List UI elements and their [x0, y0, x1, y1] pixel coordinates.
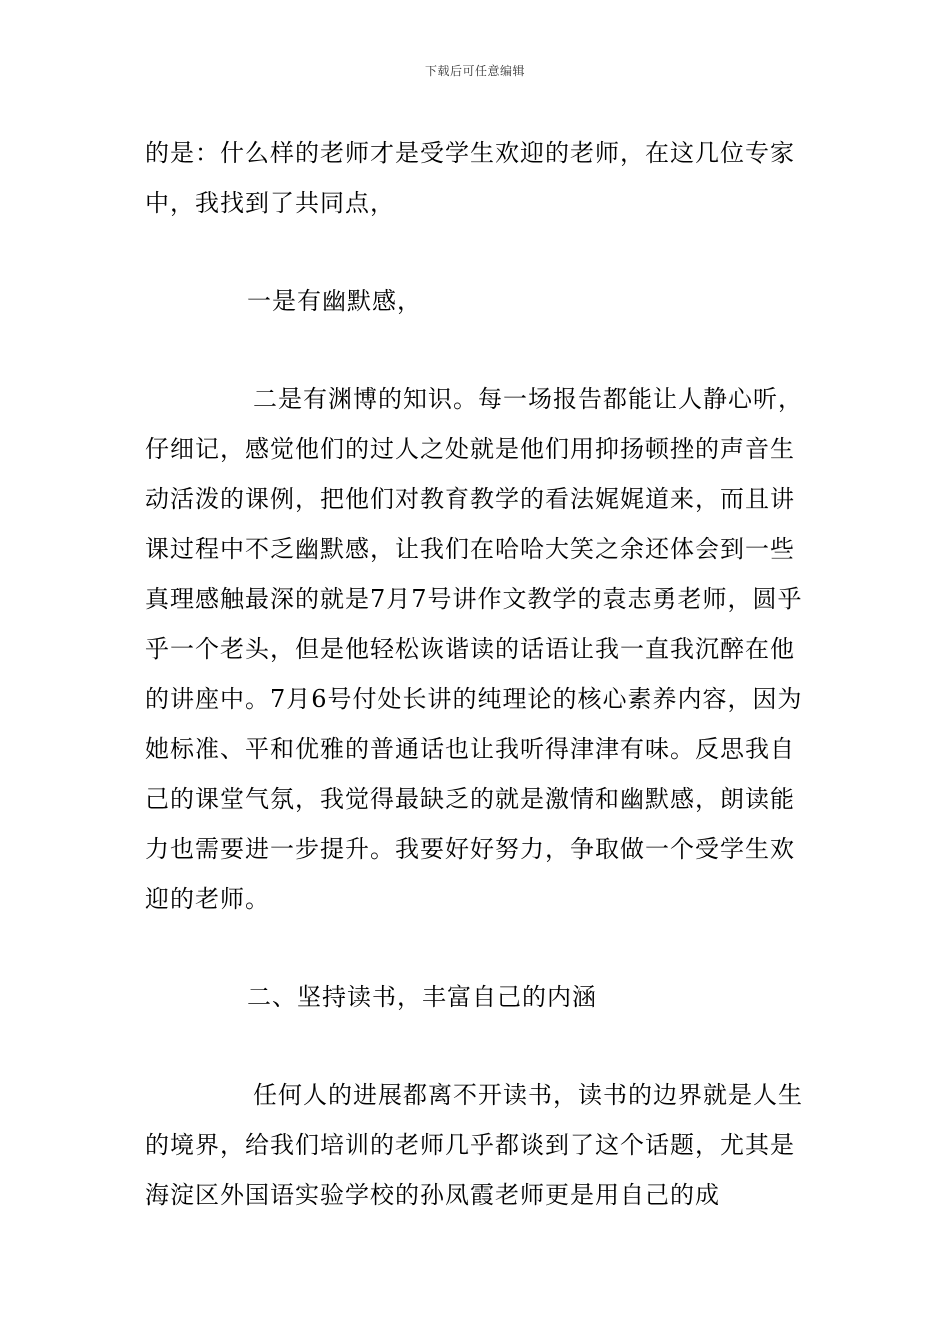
paragraph-reading: 任何人的进展都离不开读书，读书的边界就是人生的境界，给我们培训的老师几乎都谈到了这个话题，尤其是海淀区外国语实验学校的孙凤霞老师更是用自己的成: [145, 1081, 803, 1209]
document-body: [145, 128, 810, 1220]
paragraph-point-two: 二是有渊博的知识。每一场报告都能让人静心听，仔细记，感觉他们的过人之处就是他们用抑扬顿挫的声音生动活泼的课例，把他们对教育教学的看法娓娓道来，而且讲课过程中不乏幽默感，让我们在哈哈大笑之余还体会到一些真理感触最深的就是7月7号讲作文教学的袁志勇老师，圆乎乎一个老头，但是他轻松诙谐读的话语让我一直我沉醉在他的讲座中。7月6号付处长讲的纯理论的核心素养内容，因为她标准、平和优雅的普通话也让我听得津津有味。反思我自己的课堂气氛，我觉得最缺乏的就是激情和幽默感，朗读能力也需要进一步提升。我要好好努力，争取做一个受学生欢迎的老师。: [145, 385, 803, 913]
page-header: 下载后可任意编辑: [424, 64, 525, 78]
paragraph-intro: 的是：什么样的老师才是受学生欢迎的老师，在这几位专家中，我找到了共同点，: [145, 139, 795, 217]
paragraph-point-one: 一是有幽默感，: [247, 287, 422, 315]
section-heading-reading: 二、坚持读书，丰富自己的内涵: [247, 983, 597, 1011]
